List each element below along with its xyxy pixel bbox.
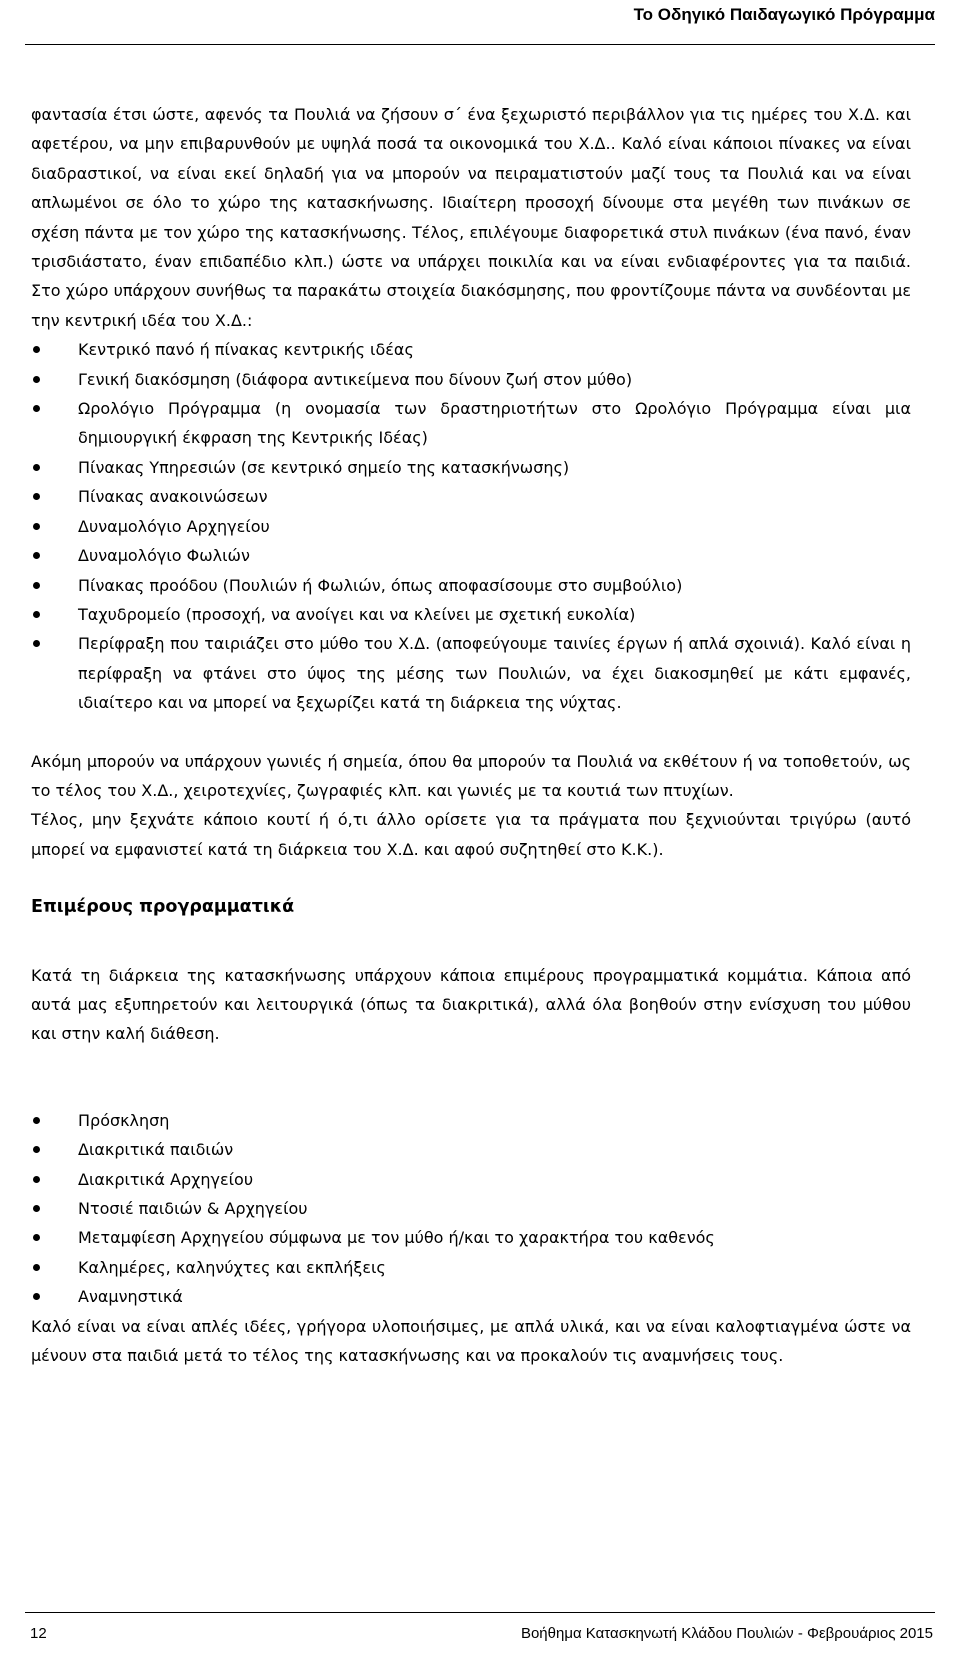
- list-item: Πίνακας προόδου (Πουλιών ή Φωλιών, όπως αποφασίσουμε στο συμβούλιο): [31, 571, 911, 600]
- section-paragraph: Κατά τη διάρκεια της κατασκήνωσης υπάρχουν κάποια επιμέρους προγραμματικά κομμάτια. Κάποια από αυτά μας εξυπηρετούν και λειτουργικά (όπως τα διακριτικά), αλλά όλα βοηθούν στην ενίσχυση του μύθου και στην καλή διάθεση.: [31, 965, 911, 1044]
- program-list: [31, 1106, 911, 1312]
- document-body: [31, 100, 911, 1370]
- list-item: Δυναμολόγιο Φωλιών: [31, 541, 911, 570]
- header-title: Το Οδηγικό Παιδαγωγικό Πρόγραμμα: [633, 5, 935, 24]
- header-divider: [25, 44, 935, 45]
- list-item: Πίνακας ανακοινώσεων: [31, 482, 911, 511]
- footer-divider: [25, 1612, 935, 1613]
- page-footer: [0, 1612, 960, 1661]
- list-item: Γενική διακόσμηση (διάφορα αντικείμενα που δίνουν ζωή στον μύθο): [31, 365, 911, 394]
- list-item: Καλημέρες, καληνύχτες και εκπλήξεις: [31, 1253, 911, 1282]
- footer-document-title: Βοήθημα Κατασκηνωτή Κλάδου Πουλιών - Φεβρουάριος 2015: [520, 1625, 933, 1642]
- intro-paragraph: φαντασία έτσι ώστε, αφενός τα Πουλιά να ζήσουν σ΄ ένα ξεχωριστό περιβάλλον για τις ημέρες του Χ.Δ. και αφετέρου, να μην επιβαρυνθούν με υψηλά ποσά τα οικονομικά του Χ.Δ.. Καλό είναι κάποιοι πίνακες να είναι διαδραστικοί, να είναι εκεί δηλαδή για να μπορούν να πειραματιστούν μαζί τους τα Πουλιά και να είναι απλωμένοι σε όλο το χώρο της κατασκήνωσης. Ιδιαίτερη προσοχή δίνουμε στα μεγέθη των πινάκων σε σχέση πάντα με τον χώρο της κατασκήνωσης. Τέλος, επιλέγουμε διαφορετικά στυλ πινάκων (ένα πανό, έναν τρισδιάστατο, έναν επιδαπέδιο κλπ.) ώστε να υπάρχει ποικιλία και να είναι ενδιαφέροντες για τα παιδιά. Στο χώρο υπάρχουν συνήθως τα παρακάτω στοιχεία διακόσμησης, που φροντίζουμε πάντα να συνδέονται με την κεντρική ιδέα του Χ.Δ.:: [31, 105, 911, 330]
- list-item: Διακριτικά Αρχηγείου: [31, 1165, 911, 1194]
- corners-paragraph: Ακόμη μπορούν να υπάρχουν γωνιές ή σημεία, όπου θα μπορούν τα Πουλιά να εκθέτουν ή να τοποθετούν, ως το τέλος του Χ.Δ., χειροτεχνίες, ζωγραφιές κλπ. και γωνιές με τα κουτιά των πτυχίων.: [31, 751, 911, 800]
- list-item: Πρόσκληση: [31, 1106, 911, 1135]
- list-item: Μεταμφίεση Αρχηγείου σύμφωνα με τον μύθο ή/και το χαρακτήρα του καθενός: [31, 1223, 911, 1252]
- list-item: Ταχυδρομείο (προσοχή, να ανοίγει και να κλείνει με σχετική ευκολία): [31, 600, 911, 629]
- box-paragraph: Τέλος, μην ξεχνάτε κάποιο κουτί ή ό,τι άλλο ορίσετε για τα πράγματα που ξεχνιούνται τριγύρω (αυτό μπορεί να εμφανιστεί κατά τη διάρκεια του Χ.Δ. και αφού συζητηθεί στο Κ.Κ.).: [31, 810, 911, 859]
- list-item: Ντοσιέ παιδιών & Αρχηγείου: [31, 1194, 911, 1223]
- list-item: Πίνακας Υπηρεσιών (σε κεντρικό σημείο της κατασκήνωσης): [31, 453, 911, 482]
- decoration-list: [31, 335, 911, 717]
- list-item: Κεντρικό πανό ή πίνακας κεντρικής ιδέας: [31, 335, 911, 364]
- page-number: 12: [30, 1625, 47, 1642]
- list-item: Αναμνηστικά: [31, 1282, 911, 1311]
- list-item: Περίφραξη που ταιριάζει στο μύθο του Χ.Δ. (αποφεύγουμε ταινίες έργων ή απλά σχοινιά). Καλό είναι η περίφραξη να φτάνει στο ύψος της μέσης των Πουλιών, να έχει διακοσμηθεί με κάτι εμφανές, ιδιαίτερο και να μπορεί να ξεχωρίζει κατά τη διάρκεια της νύχτας.: [31, 629, 911, 717]
- list-item: Διακριτικά παιδιών: [31, 1135, 911, 1164]
- section-heading: Επιμέρους προγραμματικά: [31, 897, 295, 918]
- page-header: [0, 0, 960, 46]
- list-item: Δυναμολόγιο Αρχηγείου: [31, 512, 911, 541]
- list-item: Ωρολόγιο Πρόγραμμα (η ονομασία των δραστηριοτήτων στο Ωρολόγιο Πρόγραμμα είναι μια δημιουργική έκφραση της Κεντρικής Ιδέας): [31, 394, 911, 453]
- closing-paragraph: Καλό είναι να είναι απλές ιδέες, γρήγορα υλοποιήσιμες, με απλά υλικά, και να είναι καλοφτιαγμένα ώστε να μένουν στα παιδιά μετά το τέλος της κατασκήνωσης και να προκαλούν τις αναμνήσεις τους.: [31, 1316, 911, 1366]
